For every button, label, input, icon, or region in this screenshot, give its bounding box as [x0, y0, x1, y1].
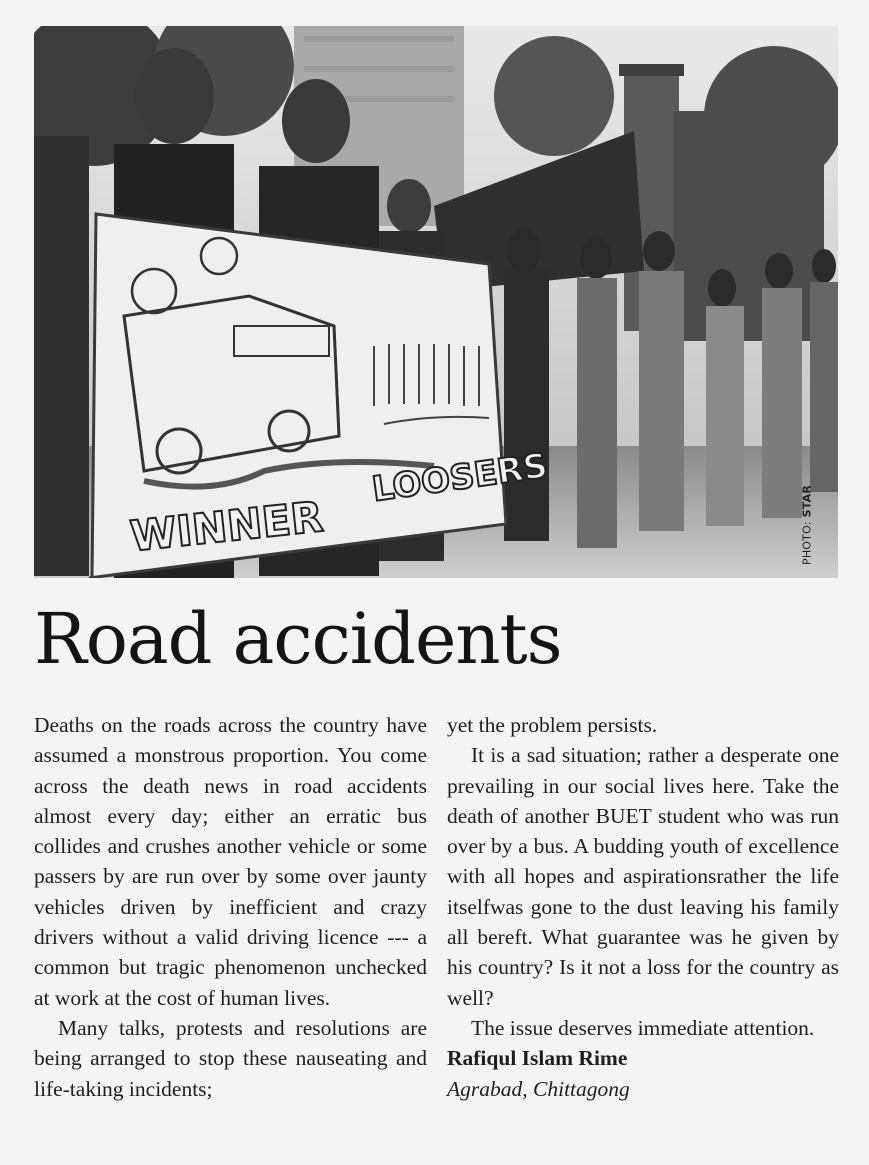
- placard-word-loosers: LOOSERS: [369, 445, 551, 510]
- article-column-right: [447, 710, 839, 1104]
- article-paragraph-2: Many talks, protests and resolutions are being arranged to stop these nauseating and life-taking incidents;: [34, 1015, 427, 1101]
- photo-credit-text: PHOTO: STAR: [800, 484, 814, 565]
- author-name: Rafiqul Islam Rime: [447, 1046, 628, 1071]
- article-headline: Road accidents: [34, 598, 562, 680]
- author-location: Agrabad, Chittagong: [447, 1076, 630, 1101]
- protest-placard: [89, 214, 550, 578]
- article-paragraph-4: The issue deserves immediate attention.: [471, 1015, 815, 1040]
- photo-credit: [800, 26, 856, 578]
- news-photo-protest: [34, 26, 838, 578]
- protest-photo-drawing: [34, 26, 838, 578]
- article-column-left: [34, 710, 427, 1104]
- placard-word-winner: WINNER: [127, 492, 326, 561]
- article-paragraph-2-continued: yet the problem persists.: [447, 713, 658, 737]
- article-paragraph-3: It is a sad situation; rather a desperate one prevailing in our social lives here. Take the death of another BUET student who was run over by a bus. A budding youth of excellence with all hopes and aspirationsrather the life itselfwas gone to the dust leaving his family all bereft. What guarantee was he given by his country? Is it not a loss for the country as well?: [447, 743, 839, 1010]
- article-paragraph-1: Deaths on the roads across the country have assumed a monstrous proportion. You come across the death news in road accidents almost every day; either an erratic bus collides and crushes another vehicle or some passers by are run over by some over jaunty vehicles driven by inefficient and crazy drivers without a valid driving licence --- a common but tragic phenomenon unchecked at work at the cost of human lives.: [34, 713, 427, 1010]
